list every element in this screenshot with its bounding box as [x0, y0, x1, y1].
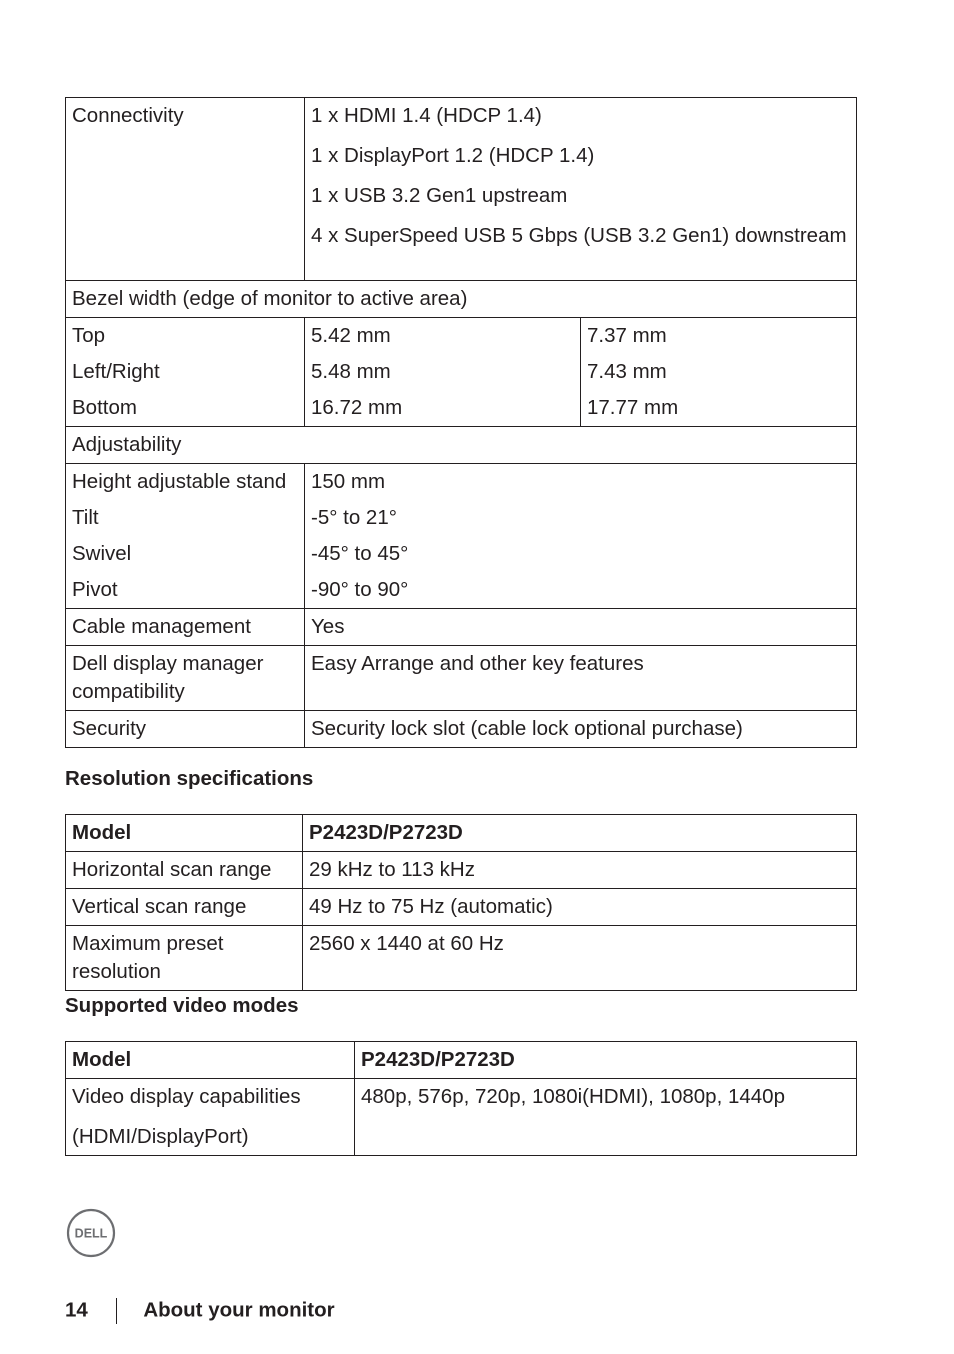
swivel-label: Swivel — [66, 536, 305, 572]
video-capabilities-value: 480p, 576p, 720p, 1080i(HDMI), 1080p, 1440p — [355, 1079, 857, 1156]
resolution-header-model: Model — [66, 815, 303, 852]
table-row — [66, 815, 857, 852]
bezel-top-p2723d: 7.37 mm — [581, 318, 857, 355]
max-resolution-label: Maximum preset resolution — [66, 926, 303, 991]
table-row — [66, 572, 857, 609]
ddm-value: Easy Arrange and other key features — [305, 646, 857, 711]
table-row — [66, 536, 857, 572]
dell-logo-text: DELL — [74, 1226, 108, 1241]
resolution-heading: Resolution specifications — [65, 767, 314, 790]
cable-management-label: Cable management — [66, 609, 305, 646]
connectivity-value: 1 x USB 3.2 Gen1 upstream — [311, 184, 568, 207]
section-title: About your monitor — [143, 1298, 335, 1322]
bezel-bottom-p2423d: 16.72 mm — [305, 390, 581, 427]
video-modes-table — [65, 1041, 857, 1156]
adjustability-heading: Adjustability — [66, 427, 857, 464]
vertical-scan-label: Vertical scan range — [66, 889, 303, 926]
max-resolution-value: 2560 x 1440 at 60 Hz — [303, 926, 857, 991]
table-row — [66, 1042, 857, 1079]
resolution-header-value: P2423D/P2723D — [303, 815, 857, 852]
bezel-leftright-label: Left/Right — [66, 354, 305, 390]
swivel-value: -45° to 45° — [305, 536, 857, 572]
video-capabilities-label-line2: (HDMI/DisplayPort) — [72, 1125, 249, 1148]
connectivity-values — [305, 98, 857, 281]
security-label: Security — [66, 711, 305, 748]
connectivity-label: Connectivity — [66, 98, 305, 281]
table-row — [66, 852, 857, 889]
table-row — [66, 889, 857, 926]
table-row — [66, 318, 857, 355]
tilt-label: Tilt — [66, 500, 305, 536]
cable-management-value: Yes — [305, 609, 857, 646]
connectivity-value: 1 x DisplayPort 1.2 (HDCP 1.4) — [311, 144, 595, 167]
pivot-label: Pivot — [66, 572, 305, 609]
video-header-model: Model — [66, 1042, 355, 1079]
pivot-value: -90° to 90° — [305, 572, 857, 609]
bezel-top-p2423d: 5.42 mm — [305, 318, 581, 355]
table-row — [66, 646, 857, 711]
video-capabilities-label-line1: Video display capabilities — [72, 1085, 301, 1108]
bezel-heading: Bezel width (edge of monitor to active area) — [66, 281, 857, 318]
bezel-bottom-p2723d: 17.77 mm — [581, 390, 857, 427]
connectivity-value: 4 x SuperSpeed USB 5 Gbps (USB 3.2 Gen1) downstream — [311, 224, 847, 247]
connectivity-value: 1 x HDMI 1.4 (HDCP 1.4) — [311, 104, 542, 127]
horizontal-scan-label: Horizontal scan range — [66, 852, 303, 889]
tilt-value: -5° to 21° — [305, 500, 857, 536]
table-row — [66, 926, 857, 991]
table-row — [66, 609, 857, 646]
bezel-top-label: Top — [66, 318, 305, 355]
security-value: Security lock slot (cable lock optional purchase) — [305, 711, 857, 748]
video-capabilities-label — [66, 1079, 355, 1156]
table-row — [66, 98, 857, 281]
height-stand-label: Height adjustable stand — [66, 464, 305, 501]
video-header-value: P2423D/P2723D — [355, 1042, 857, 1079]
table-row — [66, 390, 857, 427]
table-row — [66, 281, 857, 318]
table-row — [66, 354, 857, 390]
table-row — [66, 427, 857, 464]
page-number: 14 — [65, 1298, 88, 1322]
resolution-table — [65, 814, 857, 991]
footer-divider — [116, 1298, 118, 1324]
ddm-label: Dell display manager compatibility — [66, 646, 305, 711]
bezel-leftright-p2423d: 5.48 mm — [305, 354, 581, 390]
table-row — [66, 1079, 857, 1156]
height-stand-value: 150 mm — [305, 464, 857, 501]
spec-table — [65, 97, 857, 748]
video-modes-heading: Supported video modes — [65, 994, 299, 1017]
bezel-bottom-label: Bottom — [66, 390, 305, 427]
dell-logo-icon — [66, 1208, 116, 1258]
table-row — [66, 711, 857, 748]
page-footer — [65, 1298, 335, 1324]
table-row — [66, 500, 857, 536]
vertical-scan-value: 49 Hz to 75 Hz (automatic) — [303, 889, 857, 926]
bezel-leftright-p2723d: 7.43 mm — [581, 354, 857, 390]
table-row — [66, 464, 857, 501]
horizontal-scan-value: 29 kHz to 113 kHz — [303, 852, 857, 889]
